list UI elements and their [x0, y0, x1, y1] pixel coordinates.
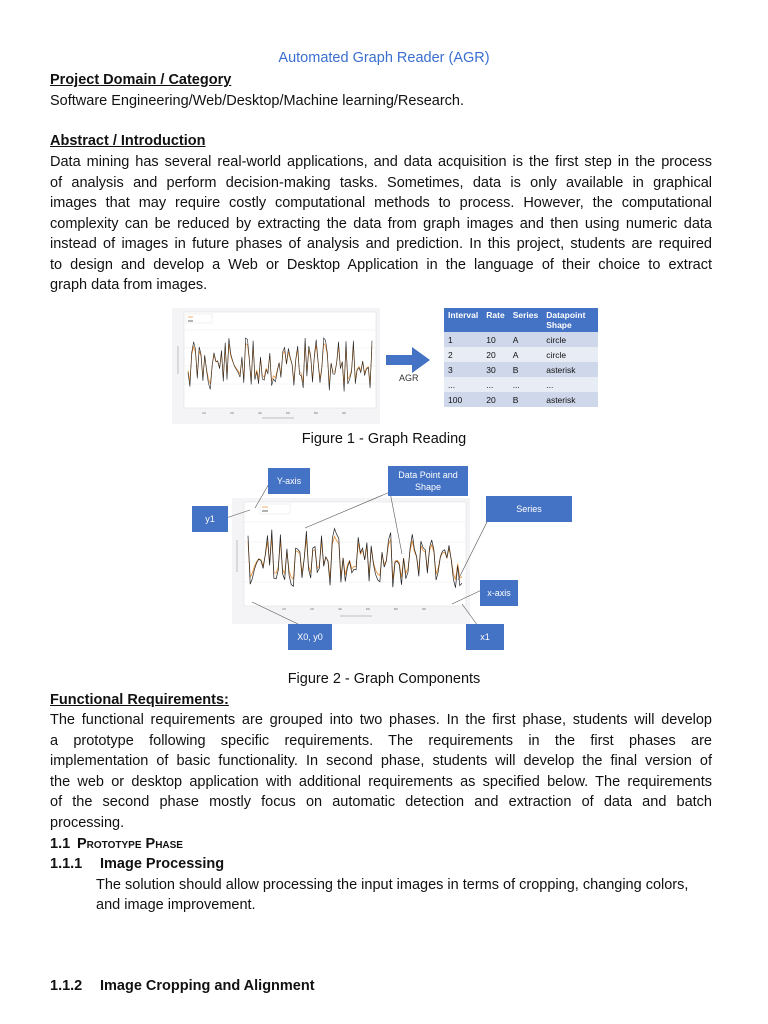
abstract-line: to design and develop a Web or Desktop Application in the language of their choice to extract: [50, 257, 712, 273]
figure1-caption: Figure 1 - Graph Reading: [301, 431, 467, 447]
functional-heading: Functional Requirements:: [50, 692, 229, 708]
table-cell: ...: [509, 377, 543, 392]
domain-heading: Project Domain / Category: [50, 72, 232, 88]
svg-text:40: 40: [338, 607, 342, 611]
abstract-heading: Abstract / Introduction: [50, 133, 206, 149]
table-header: Interval: [444, 308, 482, 332]
extracted-data-table: [444, 308, 598, 407]
table-cell: asterisk: [542, 392, 598, 407]
callout-y1: y1: [192, 506, 228, 532]
table-row: [444, 332, 598, 347]
table-cell: circle: [542, 347, 598, 362]
abstract-line: images that may require costly computational methods to process. However, the computational: [50, 195, 712, 211]
table-row: [444, 347, 598, 362]
svg-text:10: 10: [202, 411, 206, 415]
table-row: [444, 392, 598, 407]
functional-line: The functional requirements are grouped into two phases. In the first phase, students will develop: [50, 712, 712, 728]
table-cell: 3: [444, 362, 482, 377]
table-header: Datapoint Shape: [542, 308, 598, 332]
section-1-1-1-text: The solution should allow processing the input images in terms of cropping, changing colors,: [96, 877, 689, 893]
svg-text:10: 10: [282, 607, 286, 611]
section-1-1-1-title: Image Processing: [100, 856, 225, 872]
section-1-1-number: 1.1: [50, 836, 71, 852]
section-1-1-1-text: and image improvement.: [96, 897, 256, 913]
table-cell: 20: [482, 392, 508, 407]
functional-line: processing.: [50, 815, 125, 831]
table-cell: A: [509, 347, 543, 362]
abstract-line: of analysis and perform decision-making tasks. Sometimes, data is only available in graphical: [50, 175, 712, 191]
table-cell: ...: [542, 377, 598, 392]
table-cell: 100: [444, 392, 482, 407]
functional-line: implementation of basic functionality. In second phase, students will develop the final version of: [50, 753, 712, 769]
abstract-line: graph data from images.: [50, 277, 208, 293]
table-cell: B: [509, 362, 543, 377]
functional-line: the web or desktop application with additional requirements as specified below. The requirements: [50, 774, 712, 790]
table-row: [444, 377, 598, 392]
domain-text: Software Engineering/Web/Desktop/Machine learning/Research.: [50, 93, 465, 109]
callout-series: Series: [486, 496, 572, 522]
svg-text:60: 60: [366, 607, 370, 611]
table-cell: B: [509, 392, 543, 407]
section-1-1-2-title: Image Cropping and Alignment: [100, 978, 315, 994]
table-cell: circle: [542, 332, 598, 347]
figure2-caption: Figure 2 - Graph Components: [287, 671, 481, 687]
table-cell: ...: [482, 377, 508, 392]
table-cell: 1: [444, 332, 482, 347]
callout-data-point-shape: Data Point and Shape: [388, 466, 468, 496]
table-row: [444, 362, 598, 377]
table-header: Rate: [482, 308, 508, 332]
table-header: Series: [509, 308, 543, 332]
annotated-graph-image: [190, 462, 582, 660]
abstract-line: Data mining has several real-world applications, and data acquisition is the first step in the process: [50, 154, 712, 170]
arrow-right-icon: [386, 346, 430, 374]
svg-text:90: 90: [422, 607, 426, 611]
callout-x-axis: x-axis: [480, 580, 518, 606]
svg-text:40: 40: [258, 411, 262, 415]
callout-y-axis: Y-axis: [268, 468, 310, 494]
abstract-line: instead of images in future phases of analysis and prediction. In this project, students are required: [50, 236, 712, 252]
svg-text:90: 90: [342, 411, 346, 415]
table-cell: 2: [444, 347, 482, 362]
graph-components-figure: [190, 462, 582, 660]
section-1-1-1-number: 1.1.1: [50, 856, 83, 872]
table-cell: 10: [482, 332, 508, 347]
table-cell: asterisk: [542, 362, 598, 377]
functional-line: a prototype following specific requirements. The requirements in the first phases are: [50, 733, 712, 749]
document-title: Automated Graph Reader (AGR): [278, 50, 490, 66]
svg-text:20: 20: [310, 607, 314, 611]
section-1-1-title: Prototype Phase: [77, 836, 183, 852]
svg-text:80: 80: [394, 607, 398, 611]
table-cell: 20: [482, 347, 508, 362]
abstract-line: complexity can be reduced by extracting the data from graph images and then using numeric data: [50, 216, 712, 232]
table-cell: 30: [482, 362, 508, 377]
functional-line: of the second phase mostly focus on automatic detection and extraction of data and batch: [50, 794, 712, 810]
callout-x1: x1: [466, 624, 504, 650]
svg-text:60: 60: [286, 411, 290, 415]
table-cell: A: [509, 332, 543, 347]
graph-image-figure1: [172, 308, 380, 424]
svg-text:80: 80: [314, 411, 318, 415]
svg-text:20: 20: [230, 411, 234, 415]
callout-x0-y0: X0, y0: [288, 624, 332, 650]
agr-arrow-label: AGR: [399, 373, 419, 383]
section-1-1-2-number: 1.1.2: [50, 978, 83, 994]
table-cell: ...: [444, 377, 482, 392]
